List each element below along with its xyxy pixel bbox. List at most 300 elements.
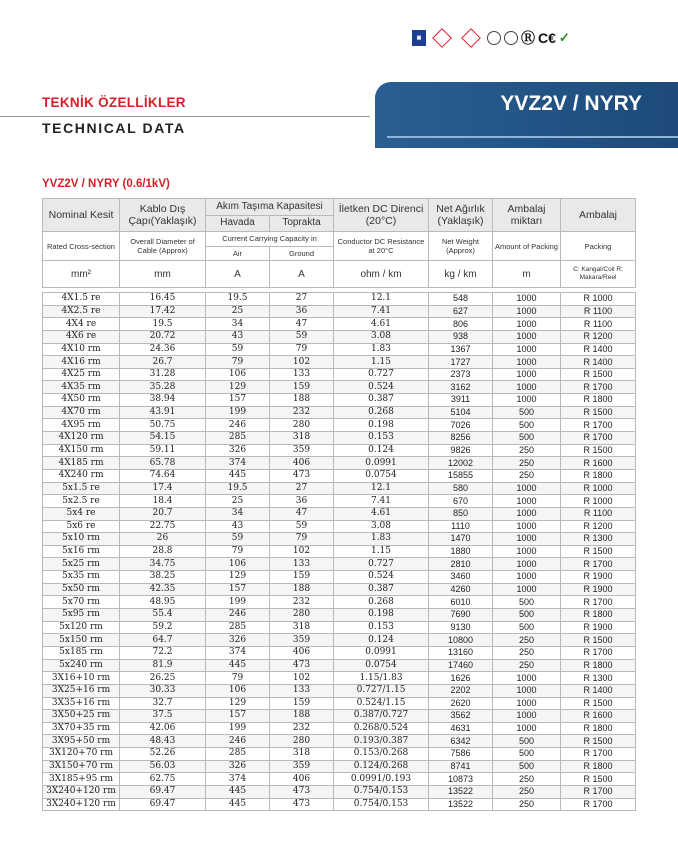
cell-cap: 17.4 <box>120 482 206 495</box>
cert-badge-icon: ▣ <box>412 30 426 46</box>
cell-cap: 24.36 <box>120 343 206 356</box>
cell-miktar: 1000 <box>493 343 561 356</box>
cell-havada: 157 <box>206 710 270 723</box>
unit-ambalaj: C: Kangal/Coil R: Makara/Reel <box>561 261 636 288</box>
pct-mark-icon: Ⓡ <box>521 30 535 46</box>
cell-cap: 19.5 <box>120 318 206 331</box>
cell-kesit: 5x16 rm <box>43 545 120 558</box>
table-row <box>43 735 636 748</box>
cell-toprakta: 406 <box>270 773 334 786</box>
cell-kesit: 3X25+16 rm <box>43 684 120 697</box>
cell-havada: 445 <box>206 659 270 672</box>
cell-kesit: 4X185 rm <box>43 457 120 470</box>
cell-agirlik: 7690 <box>429 609 493 622</box>
cell-agirlik: 7586 <box>429 748 493 761</box>
cell-cap: 30.33 <box>120 684 206 697</box>
cell-toprakta: 232 <box>270 722 334 735</box>
cell-toprakta: 359 <box>270 444 334 457</box>
product-banner <box>375 82 678 148</box>
cell-ambalaj: R 1700 <box>561 646 636 659</box>
cell-havada: 19.5 <box>206 482 270 495</box>
cell-agirlik: 1626 <box>429 672 493 685</box>
table-row <box>43 760 636 773</box>
cell-havada: 59 <box>206 343 270 356</box>
cell-kesit: 5x50 rm <box>43 583 120 596</box>
table-row <box>43 697 636 710</box>
cell-direnc: 0.727 <box>334 368 429 381</box>
cell-direnc: 0.754/0.153 <box>334 785 429 798</box>
unit-cap: mm <box>120 261 206 288</box>
cell-cap: 17.42 <box>120 305 206 318</box>
cell-agirlik: 4631 <box>429 722 493 735</box>
cell-ambalaj: R 1700 <box>561 798 636 811</box>
cell-agirlik: 1470 <box>429 533 493 546</box>
cell-havada: 374 <box>206 773 270 786</box>
cell-havada: 157 <box>206 583 270 596</box>
cell-cap: 69.47 <box>120 785 206 798</box>
cell-toprakta: 102 <box>270 356 334 369</box>
cell-direnc: 3.08 <box>334 520 429 533</box>
cell-agirlik: 15855 <box>429 469 493 482</box>
cell-ambalaj: R 1500 <box>561 406 636 419</box>
table-row <box>43 785 636 798</box>
col-en-havada: Air <box>206 246 270 261</box>
cell-agirlik: 1367 <box>429 343 493 356</box>
cell-agirlik: 6010 <box>429 596 493 609</box>
cell-havada: 374 <box>206 646 270 659</box>
cell-miktar: 1000 <box>493 710 561 723</box>
cell-toprakta: 102 <box>270 545 334 558</box>
cell-havada: 285 <box>206 621 270 634</box>
cell-havada: 19.5 <box>206 293 270 306</box>
cell-agirlik: 3562 <box>429 710 493 723</box>
cell-agirlik: 627 <box>429 305 493 318</box>
cell-direnc: 0.0991 <box>334 457 429 470</box>
table-row <box>43 684 636 697</box>
cell-kesit: 4X50 rm <box>43 394 120 407</box>
cell-direnc: 0.754/0.153 <box>334 798 429 811</box>
cell-miktar: 1000 <box>493 507 561 520</box>
cell-ambalaj: R 1600 <box>561 457 636 470</box>
cell-ambalaj: R 1300 <box>561 672 636 685</box>
cell-miktar: 1000 <box>493 684 561 697</box>
table-row <box>43 596 636 609</box>
table-row <box>43 533 636 546</box>
cell-kesit: 4X120 rm <box>43 432 120 445</box>
cell-kesit: 4X95 rm <box>43 419 120 432</box>
table-row <box>43 469 636 482</box>
cell-havada: 129 <box>206 381 270 394</box>
table-row <box>43 545 636 558</box>
cell-ambalaj: R 1800 <box>561 469 636 482</box>
cell-agirlik: 8741 <box>429 760 493 773</box>
table-row <box>43 457 636 470</box>
cell-miktar: 500 <box>493 596 561 609</box>
cell-kesit: 4X35 rm <box>43 381 120 394</box>
cell-direnc: 1.83 <box>334 533 429 546</box>
table-row <box>43 672 636 685</box>
cell-cap: 26.25 <box>120 672 206 685</box>
cell-cap: 28.8 <box>120 545 206 558</box>
cell-miktar: 250 <box>493 659 561 672</box>
cell-direnc: 1.83 <box>334 343 429 356</box>
table-row <box>43 432 636 445</box>
cell-cap: 81.9 <box>120 659 206 672</box>
table-row <box>43 646 636 659</box>
cell-agirlik: 3911 <box>429 394 493 407</box>
cell-kesit: 4X25 rm <box>43 368 120 381</box>
cell-direnc: 0.0991/0.193 <box>334 773 429 786</box>
cell-toprakta: 159 <box>270 697 334 710</box>
cell-ambalaj: R 1900 <box>561 571 636 584</box>
cell-direnc: 0.153 <box>334 621 429 634</box>
cell-direnc: 0.268/0.524 <box>334 722 429 735</box>
cell-miktar: 1000 <box>493 520 561 533</box>
cell-direnc: 0.727 <box>334 558 429 571</box>
cell-havada: 129 <box>206 571 270 584</box>
cell-miktar: 500 <box>493 406 561 419</box>
cell-agirlik: 3162 <box>429 381 493 394</box>
cell-agirlik: 1727 <box>429 356 493 369</box>
cell-miktar: 1000 <box>493 482 561 495</box>
cell-toprakta: 133 <box>270 558 334 571</box>
cell-agirlik: 2620 <box>429 697 493 710</box>
cell-agirlik: 13160 <box>429 646 493 659</box>
cell-direnc: 4.61 <box>334 507 429 520</box>
cell-miktar: 1000 <box>493 533 561 546</box>
table-subtitle: YVZ2V / NYRY (0.6/1kV) <box>42 178 170 190</box>
cell-kesit: 4X240 rm <box>43 469 120 482</box>
cell-cap: 42.35 <box>120 583 206 596</box>
cell-miktar: 1000 <box>493 583 561 596</box>
unit-kesit: mm² <box>43 261 120 288</box>
cell-kesit: 4X2.5 re <box>43 305 120 318</box>
cell-miktar: 1000 <box>493 305 561 318</box>
cell-ambalaj: R 1100 <box>561 318 636 331</box>
table-row <box>43 419 636 432</box>
cell-toprakta: 318 <box>270 621 334 634</box>
cell-toprakta: 280 <box>270 419 334 432</box>
cell-cap: 38.94 <box>120 394 206 407</box>
table-row <box>43 495 636 508</box>
col-en-agirlik: Net Weight (Approx) <box>429 232 493 261</box>
cell-kesit: 5x120 rm <box>43 621 120 634</box>
cell-toprakta: 188 <box>270 394 334 407</box>
col-header-toprakta: Toprakta <box>270 215 334 232</box>
cell-cap: 43.91 <box>120 406 206 419</box>
cell-toprakta: 280 <box>270 609 334 622</box>
cell-kesit: 5x185 rm <box>43 646 120 659</box>
cell-toprakta: 79 <box>270 533 334 546</box>
cell-kesit: 4X4 re <box>43 318 120 331</box>
cell-kesit: 4X1.5 re <box>43 293 120 306</box>
cell-agirlik: 850 <box>429 507 493 520</box>
cell-miktar: 500 <box>493 621 561 634</box>
table-row <box>43 798 636 811</box>
cell-toprakta: 473 <box>270 659 334 672</box>
table-row <box>43 343 636 356</box>
cell-kesit: 5x25 rm <box>43 558 120 571</box>
cell-agirlik: 8256 <box>429 432 493 445</box>
cell-cap: 55.4 <box>120 609 206 622</box>
cell-agirlik: 12002 <box>429 457 493 470</box>
cell-toprakta: 406 <box>270 457 334 470</box>
cell-cap: 35.28 <box>120 381 206 394</box>
cell-cap: 16.45 <box>120 293 206 306</box>
product-title: YVZ2V / NYRY <box>500 92 642 115</box>
cell-kesit: 3X70+35 rm <box>43 722 120 735</box>
cell-agirlik: 2373 <box>429 368 493 381</box>
cell-cap: 74.64 <box>120 469 206 482</box>
cell-direnc: 7.41 <box>334 495 429 508</box>
cell-kesit: 3X120+70 rm <box>43 748 120 761</box>
cell-miktar: 1000 <box>493 571 561 584</box>
certification-badges <box>412 30 570 46</box>
cell-direnc: 0.153/0.268 <box>334 748 429 761</box>
cell-kesit: 3X185+95 rm <box>43 773 120 786</box>
unit-toprakta: A <box>270 261 334 288</box>
cell-agirlik: 2810 <box>429 558 493 571</box>
cell-ambalaj: R 1900 <box>561 621 636 634</box>
cell-havada: 79 <box>206 356 270 369</box>
table-row <box>43 659 636 672</box>
cell-miktar: 250 <box>493 646 561 659</box>
cell-ambalaj: R 1500 <box>561 545 636 558</box>
cell-agirlik: 13522 <box>429 785 493 798</box>
cell-ambalaj: R 1800 <box>561 659 636 672</box>
rohs-icon: ✓ <box>558 30 570 45</box>
cell-direnc: 0.387 <box>334 394 429 407</box>
cell-direnc: 0.524/1.15 <box>334 697 429 710</box>
cell-miktar: 1000 <box>493 672 561 685</box>
cell-kesit: 3X50+25 rm <box>43 710 120 723</box>
cell-kesit: 5x70 rm <box>43 596 120 609</box>
cell-toprakta: 36 <box>270 305 334 318</box>
cell-ambalaj: R 1900 <box>561 583 636 596</box>
cell-direnc: 0.198 <box>334 419 429 432</box>
cell-agirlik: 10873 <box>429 773 493 786</box>
cell-toprakta: 232 <box>270 596 334 609</box>
cell-kesit: 5x95 rm <box>43 609 120 622</box>
cell-direnc: 0.268 <box>334 406 429 419</box>
cell-miktar: 1000 <box>493 293 561 306</box>
cell-agirlik: 9130 <box>429 621 493 634</box>
table-row <box>43 773 636 786</box>
diamond-cert-icon <box>429 30 455 46</box>
header-divider <box>0 116 370 117</box>
cell-agirlik: 10800 <box>429 634 493 647</box>
cell-ambalaj: R 1700 <box>561 419 636 432</box>
cell-miktar: 1000 <box>493 558 561 571</box>
col-en-cap: Overall Diameter of Cable (Approx) <box>120 232 206 261</box>
title-english: TECHNICAL DATA <box>42 120 186 136</box>
col-header-akim: Akım Taşıma Kapasitesi <box>206 199 334 216</box>
cell-kesit: 5x1.5 re <box>43 482 120 495</box>
cell-ambalaj: R 1000 <box>561 293 636 306</box>
cell-havada: 43 <box>206 330 270 343</box>
cell-kesit: 4X150 rm <box>43 444 120 457</box>
cell-toprakta: 188 <box>270 583 334 596</box>
cell-cap: 38.25 <box>120 571 206 584</box>
cell-miktar: 1000 <box>493 394 561 407</box>
cell-miktar: 250 <box>493 444 561 457</box>
table-row <box>43 571 636 584</box>
table-row <box>43 330 636 343</box>
cell-ambalaj: R 1000 <box>561 495 636 508</box>
col-header-ambalaj: Ambalaj <box>561 199 636 232</box>
table-row <box>43 621 636 634</box>
cell-ambalaj: R 1500 <box>561 634 636 647</box>
cell-miktar: 250 <box>493 785 561 798</box>
unit-havada: A <box>206 261 270 288</box>
cell-direnc: 12.1 <box>334 293 429 306</box>
cell-miktar: 1000 <box>493 356 561 369</box>
cell-havada: 285 <box>206 748 270 761</box>
cell-miktar: 1000 <box>493 318 561 331</box>
cell-direnc: 0.124 <box>334 634 429 647</box>
cell-havada: 34 <box>206 507 270 520</box>
cell-ambalaj: R 1700 <box>561 785 636 798</box>
cell-kesit: 4X10 rm <box>43 343 120 356</box>
cell-cap: 22.75 <box>120 520 206 533</box>
cell-agirlik: 580 <box>429 482 493 495</box>
cell-ambalaj: R 1500 <box>561 773 636 786</box>
cell-havada: 326 <box>206 444 270 457</box>
cell-cap: 37.5 <box>120 710 206 723</box>
cell-miktar: 250 <box>493 798 561 811</box>
cell-miktar: 1000 <box>493 368 561 381</box>
cell-ambalaj: R 1800 <box>561 722 636 735</box>
cell-ambalaj: R 1400 <box>561 343 636 356</box>
cell-kesit: 5x6 re <box>43 520 120 533</box>
table-row <box>43 305 636 318</box>
cell-toprakta: 159 <box>270 571 334 584</box>
cell-toprakta: 359 <box>270 634 334 647</box>
cell-miktar: 500 <box>493 735 561 748</box>
cell-havada: 326 <box>206 634 270 647</box>
cell-miktar: 500 <box>493 760 561 773</box>
cell-direnc: 0.198 <box>334 609 429 622</box>
cell-havada: 25 <box>206 305 270 318</box>
cell-cap: 50.75 <box>120 419 206 432</box>
cell-direnc: 0.387 <box>334 583 429 596</box>
cell-direnc: 1.15 <box>334 545 429 558</box>
cell-ambalaj: R 1400 <box>561 684 636 697</box>
cell-ambalaj: R 1800 <box>561 394 636 407</box>
cell-direnc: 0.0754 <box>334 659 429 672</box>
ce-mark-icon: C€ <box>538 30 556 46</box>
table-row <box>43 609 636 622</box>
cell-miktar: 1000 <box>493 495 561 508</box>
cell-miktar: 1000 <box>493 545 561 558</box>
cell-havada: 199 <box>206 722 270 735</box>
cell-havada: 106 <box>206 368 270 381</box>
cell-direnc: 3.08 <box>334 330 429 343</box>
cell-toprakta: 27 <box>270 293 334 306</box>
cell-cap: 20.72 <box>120 330 206 343</box>
cell-ambalaj: R 1200 <box>561 330 636 343</box>
cell-cap: 59.11 <box>120 444 206 457</box>
cell-agirlik: 1110 <box>429 520 493 533</box>
table-row <box>43 710 636 723</box>
cell-toprakta: 133 <box>270 684 334 697</box>
col-en-direnc: Conductor DC Resistance at 20°C <box>334 232 429 261</box>
cell-toprakta: 102 <box>270 672 334 685</box>
cell-ambalaj: R 1800 <box>561 760 636 773</box>
table-row <box>43 444 636 457</box>
cell-kesit: 3X95+50 rm <box>43 735 120 748</box>
cell-toprakta: 159 <box>270 381 334 394</box>
cell-direnc: 1.15 <box>334 356 429 369</box>
cell-agirlik: 13522 <box>429 798 493 811</box>
cell-miktar: 250 <box>493 773 561 786</box>
table-row <box>43 394 636 407</box>
table-row <box>43 634 636 647</box>
cell-direnc: 0.387/0.727 <box>334 710 429 723</box>
cell-kesit: 3X16+10 rm <box>43 672 120 685</box>
table-row <box>43 722 636 735</box>
col-en-toprakta: Ground <box>270 246 334 261</box>
cell-toprakta: 473 <box>270 798 334 811</box>
table-row <box>43 520 636 533</box>
cell-cap: 20.7 <box>120 507 206 520</box>
table-row <box>43 318 636 331</box>
cell-cap: 62.75 <box>120 773 206 786</box>
cell-toprakta: 359 <box>270 760 334 773</box>
cell-havada: 157 <box>206 394 270 407</box>
cell-miktar: 1000 <box>493 697 561 710</box>
cell-miktar: 250 <box>493 457 561 470</box>
cell-ambalaj: R 1300 <box>561 533 636 546</box>
cell-havada: 445 <box>206 785 270 798</box>
diamond-cert-icon <box>458 30 484 46</box>
cell-agirlik: 2202 <box>429 684 493 697</box>
cell-cap: 69.47 <box>120 798 206 811</box>
cell-cap: 31.28 <box>120 368 206 381</box>
col-header-direnc: İletken DC Direnci (20°C) <box>334 199 429 232</box>
cell-havada: 445 <box>206 469 270 482</box>
cell-direnc: 0.193/0.387 <box>334 735 429 748</box>
cell-direnc: 0.153 <box>334 432 429 445</box>
col-header-cap: Kablo Dış Çapı(Yaklaşık) <box>120 199 206 232</box>
cell-kesit: 4X70 rm <box>43 406 120 419</box>
cell-agirlik: 17460 <box>429 659 493 672</box>
cell-kesit: 5x150 rm <box>43 634 120 647</box>
cell-kesit: 5x2.5 re <box>43 495 120 508</box>
cell-agirlik: 548 <box>429 293 493 306</box>
circle-cert-icon <box>487 30 501 46</box>
cell-toprakta: 133 <box>270 368 334 381</box>
cell-kesit: 5x35 rm <box>43 571 120 584</box>
cell-havada: 246 <box>206 735 270 748</box>
cell-havada: 199 <box>206 596 270 609</box>
cell-havada: 285 <box>206 432 270 445</box>
cell-cap: 54.15 <box>120 432 206 445</box>
cell-agirlik: 938 <box>429 330 493 343</box>
cell-miktar: 500 <box>493 748 561 761</box>
cell-kesit: 3X150+70 rm <box>43 760 120 773</box>
cell-toprakta: 47 <box>270 318 334 331</box>
cell-ambalaj: R 1000 <box>561 482 636 495</box>
cell-havada: 106 <box>206 684 270 697</box>
table-row <box>43 406 636 419</box>
cell-havada: 79 <box>206 545 270 558</box>
cell-direnc: 4.61 <box>334 318 429 331</box>
cell-direnc: 0.524 <box>334 571 429 584</box>
cell-toprakta: 36 <box>270 495 334 508</box>
cell-toprakta: 318 <box>270 748 334 761</box>
table-row <box>43 558 636 571</box>
